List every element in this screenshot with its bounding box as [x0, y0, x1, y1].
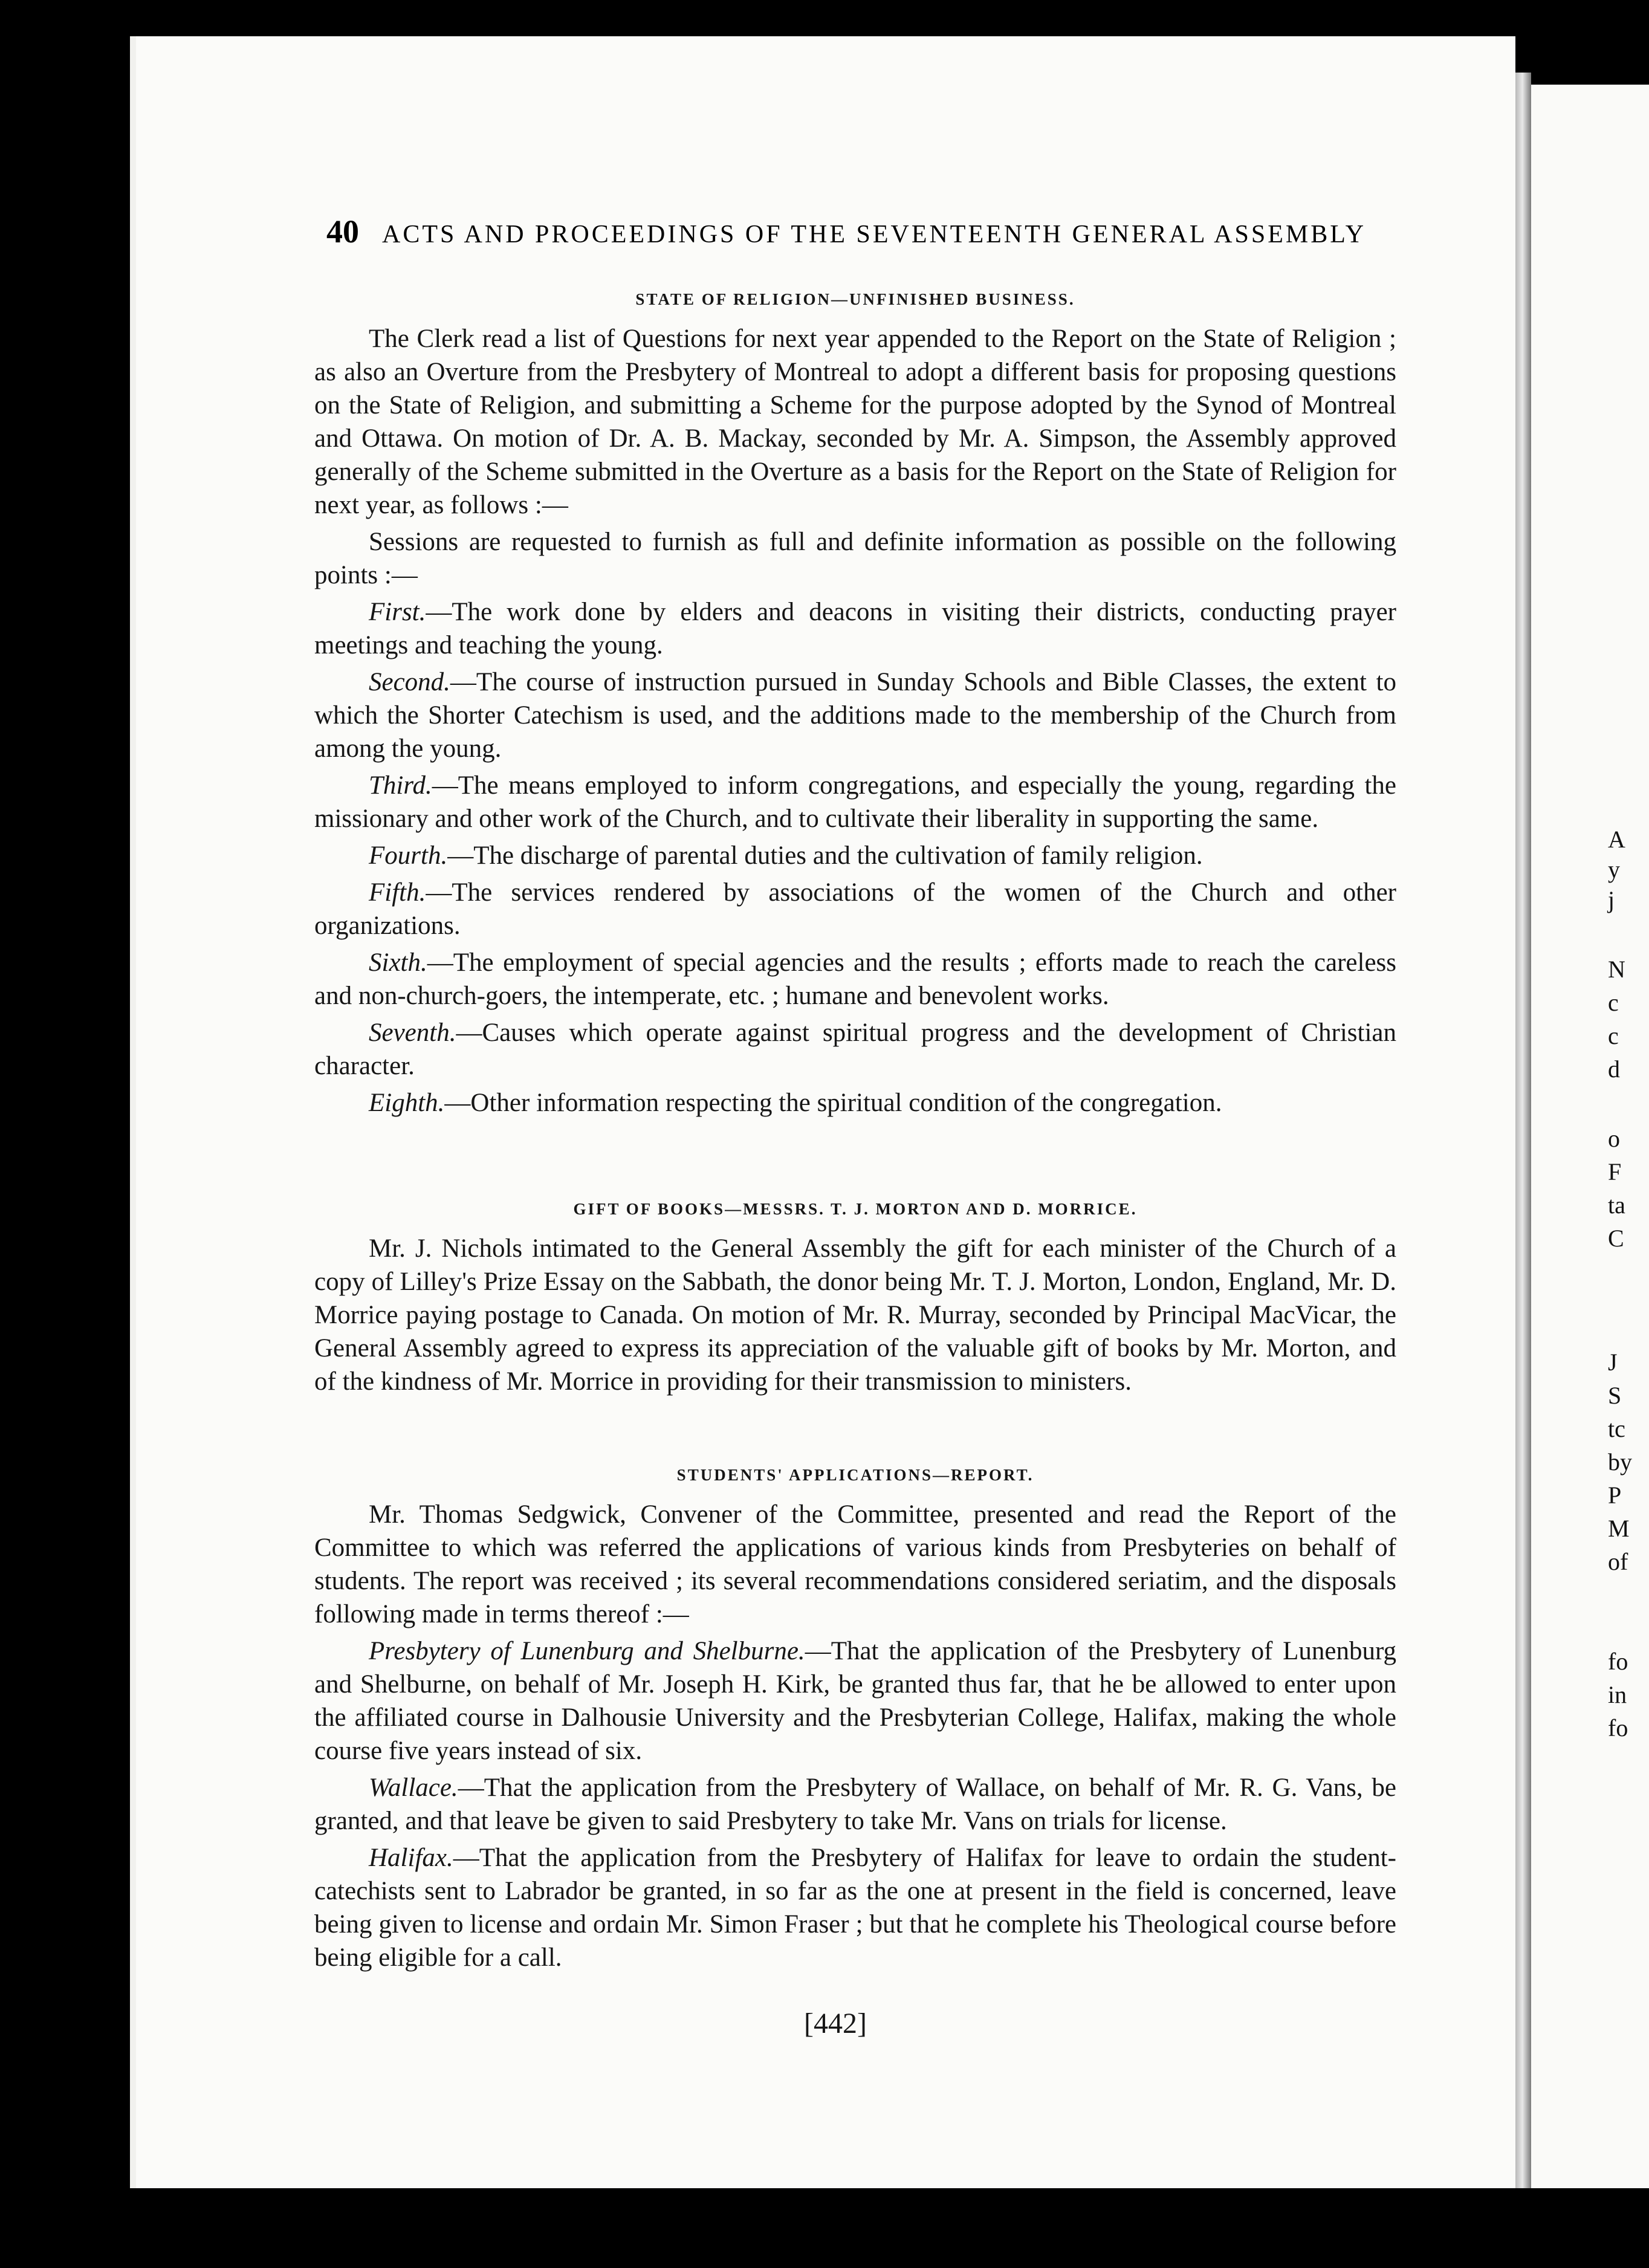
facing-fragment: F — [1608, 1158, 1622, 1185]
paragraph: Fourth.—The discharge of parental duties and the cultivation of family religion. — [369, 841, 1203, 870]
facing-fragment: C — [1608, 1225, 1624, 1252]
facing-fragment: c — [1608, 1022, 1619, 1049]
paragraph: Presbytery of Lunenburg and Shelburne.—That the application of the Presbytery of Lunenburg and Shelburne, on behalf of Mr. Joseph H. Kirk, be granted thus far, that he be allowed to enter upon the affiliated course in Dalhousie University and the Presbyterian College, Halifax, making the whole course five years instead of six. — [314, 1637, 1396, 1765]
paragraph: Second.—The course of instruction pursued in Sunday Schools and Bible Classes, the extent to which the Shorter Catechism is used, and the additions made to the membership of the Church from among the young. — [314, 668, 1396, 763]
book-spine-shadow — [1515, 73, 1531, 2188]
facing-fragment: J — [1608, 1349, 1618, 1376]
paragraph: Mr. Thomas Sedgwick, Convener of the Committee, presented and read the Report of the Committee to which was referred the applications of various kinds from Presbyteries on behalf of students. The report was received ; its several recommendations considered seriatim, and the disposals following made in terms thereof :— — [314, 1500, 1396, 1628]
facing-page-edge — [1531, 85, 1649, 2188]
facing-fragment: S — [1608, 1382, 1622, 1409]
footer-folio: [442] — [804, 2007, 867, 2040]
paragraph: Mr. J. Nichols intimated to the General Assembly the gift for each minister of the Church of a copy of Lilley's Prize Essay on the Sabbath, the donor being Mr. T. J. Morton, London, England, Mr. D. Morrice paying postage to Canada. On motion of Mr. R. Murray, seconded by Principal MacVicar, the General Assembly agreed to express its appreciation of the valuable gift of books by Mr. Morton, and of the kindness of Mr. Morrice in providing for their transmission to ministers. — [314, 1234, 1396, 1396]
paragraph: The Clerk read a list of Questions for next year appended to the Report on the State of Religion ; as also an Overture from the Presbytery of Montreal to adopt a different basis for proposing questions on the State of Religion, and submitting a Scheme for the purpose adopted by the Synod of Montreal and Ottawa. On motion of Dr. A. B. Mackay, seconded by Mr. A. Simpson, the Assembly approved generally of the Scheme submitted in the Overture as a basis for the Report on the State of Religion for next year, as follows :— — [314, 325, 1396, 519]
section-heading: STATE OF RELIGION—UNFINISHED BUSINESS. — [635, 290, 1075, 308]
running-head — [326, 213, 1402, 250]
paragraph: Sessions are requested to furnish as full and definite information as possible on the following points :— — [314, 528, 1396, 589]
facing-fragment: j — [1608, 886, 1615, 913]
facing-fragment: N — [1608, 956, 1625, 983]
paragraph: Halifax.—That the application from the Presbytery of Halifax for leave to ordain the student-catechists sent to Labrador be granted, in so far as the one at present in the field is concerned, leave being given to license and ordain Mr. Simon Fraser ; but that he complete his Theological course before being eligible for a call. — [314, 1844, 1396, 1972]
paragraph: First.—The work done by elders and deacons in visiting their districts, conducting prayer meetings and teaching the young. — [314, 598, 1396, 659]
paragraph: Third.—The means employed to inform congregations, and especially the young, regarding the missionary and other work of the Church, and to cultivate their liberality in supporting the same. — [314, 771, 1396, 833]
paragraph: Seventh.—Causes which operate against spiritual progress and the development of Christian character. — [314, 1019, 1396, 1080]
facing-fragment: fo — [1608, 1648, 1628, 1675]
facing-fragment: P — [1608, 1482, 1622, 1509]
facing-fragment: of — [1608, 1548, 1628, 1575]
paragraph: Wallace.—That the application from the Presbytery of Wallace, on behalf of Mr. R. G. Vans, be granted, and that leave be given to said Presbytery to take Mr. Vans on trials for license. — [314, 1774, 1396, 1835]
facing-fragment: y — [1608, 856, 1620, 883]
running-title: ACTS AND PROCEEDINGS OF THE SEVENTEENTH GENERAL ASSEMBLY — [382, 221, 1367, 248]
section-heading: GIFT OF BOOKS—MESSRS. T. J. MORTON AND D. MORRICE. — [573, 1200, 1138, 1218]
facing-fragment: d — [1608, 1055, 1620, 1083]
facing-fragment: fo — [1608, 1714, 1628, 1742]
paragraph: Eighth.—Other information respecting the spiritual condition of the congregation. — [369, 1089, 1222, 1117]
section-state-of-religion — [314, 290, 1396, 1119]
facing-fragment: o — [1608, 1125, 1620, 1152]
facing-fragment: tc — [1608, 1415, 1625, 1442]
facing-fragment: ta — [1608, 1191, 1625, 1219]
facing-fragment: A — [1608, 826, 1625, 853]
facing-fragment: by — [1608, 1448, 1632, 1476]
paragraph: Fifth.—The services rendered by associations of the women of the Church and other organizations. — [314, 878, 1396, 940]
section-gift-of-books — [314, 1200, 1396, 1398]
section-heading: STUDENTS' APPLICATIONS—REPORT. — [676, 1466, 1034, 1484]
page-number: 40 — [326, 213, 359, 250]
facing-fragment: c — [1608, 989, 1619, 1016]
facing-fragment: M — [1608, 1515, 1630, 1542]
paragraph: Sixth.—The employment of special agencies and the results ; efforts made to reach the careless and non-church-goers, the intemperate, etc. ; humane and benevolent works. — [314, 948, 1396, 1010]
facing-fragment: in — [1608, 1681, 1627, 1708]
section-students-applications — [314, 1466, 1396, 1974]
